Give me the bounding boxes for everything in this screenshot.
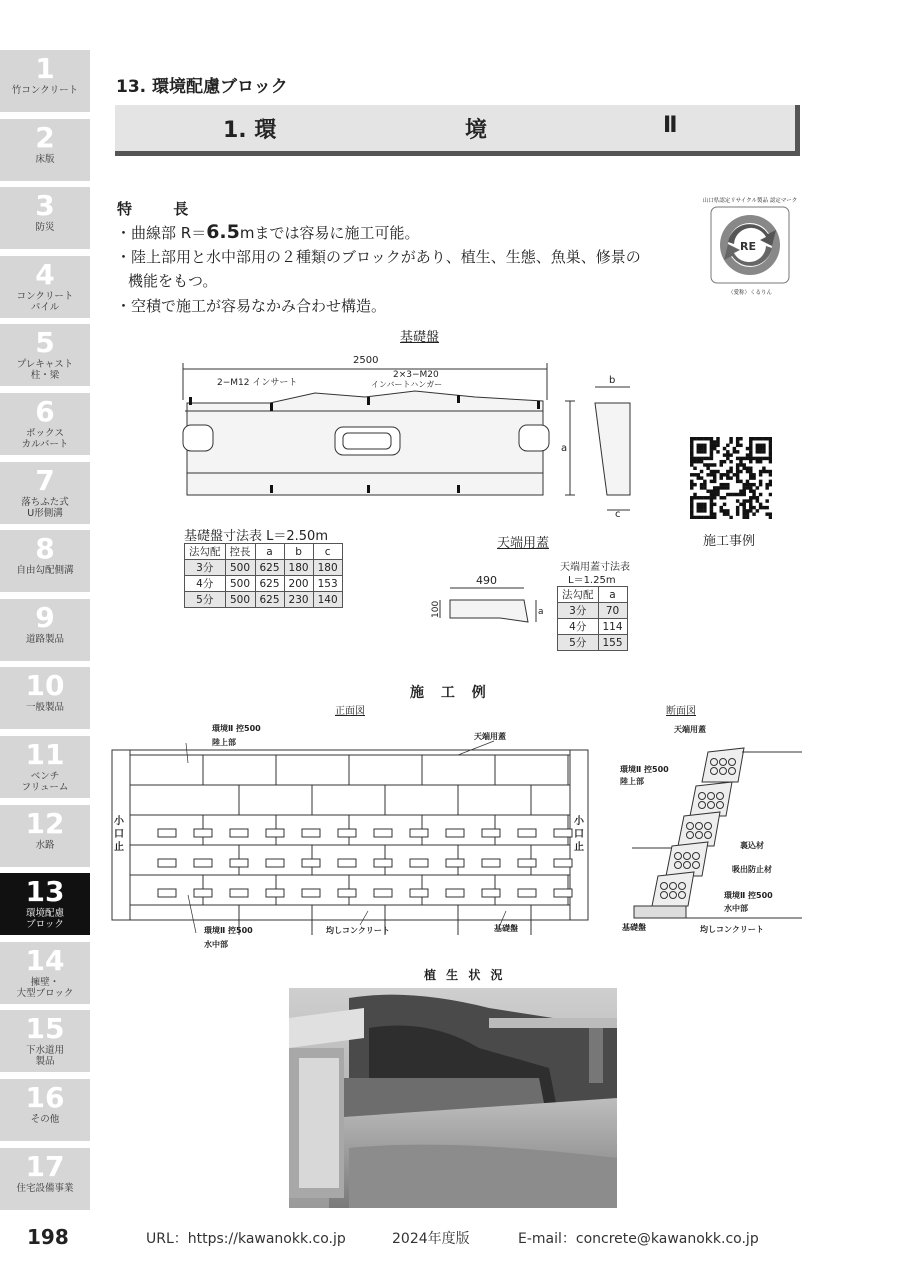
sidebar-tab-number: 9 [35, 600, 55, 634]
fish-nest-opening [518, 829, 536, 837]
fish-nest-opening [518, 859, 536, 867]
fish-nest-opening [410, 889, 428, 897]
base-dimension-table [184, 543, 343, 608]
sidebar-tab-label: ベンチ フリューム [21, 771, 69, 793]
sidebar-tab-17[interactable] [0, 1148, 90, 1210]
sidebar-tab-number: 4 [35, 257, 55, 291]
fish-nest-opening [554, 859, 572, 867]
base-table-title: 基礎盤寸法表 L＝2.50m [184, 529, 328, 544]
photo-title: 植 生 状 況 [424, 968, 506, 982]
dim-total-label: 2500 [353, 355, 379, 366]
banner-title-part2: 境 [465, 118, 488, 143]
table-cell: 140 [313, 592, 342, 608]
section-view-drawing [612, 718, 802, 948]
cover-table-title-2: L＝1.25m [568, 575, 616, 586]
sidebar-tab-3[interactable] [0, 187, 90, 249]
fish-nest-opening [446, 829, 464, 837]
fish-nest-opening [158, 829, 176, 837]
footer-email[interactable]: E-mail：concrete@kawanokk.co.jp [518, 1231, 759, 1247]
table-row [185, 560, 343, 576]
sidebar-tab-6[interactable] [0, 393, 90, 455]
table-row [185, 576, 343, 592]
recycle-mark-inner-text: RE [740, 240, 756, 253]
recycle-mark-logo [710, 206, 790, 284]
footer-url[interactable]: URL：https://kawanokk.co.jp [146, 1231, 346, 1247]
table-header-cell: c [313, 544, 342, 560]
sidebar-tab-label: 住宅設備事業 [16, 1182, 74, 1194]
section-callout-land-2: 陸上部 [620, 777, 644, 786]
sidebar-tab-number: 17 [25, 1149, 65, 1183]
sidebar-tab-number: 1 [35, 52, 55, 85]
sidebar-tab-number: 15 [25, 1012, 65, 1046]
sidebar-tab-label: 落ちふた式 U形側溝 [21, 496, 69, 519]
sidebar-tab-label: 自由勾配側溝 [16, 565, 74, 577]
fish-nest-opening [374, 829, 392, 837]
fish-nest-opening [446, 859, 464, 867]
top-cover-drawing [422, 572, 552, 632]
hanger-label-1: 2×3−M20 [393, 370, 439, 380]
fish-nest-opening [230, 859, 248, 867]
sidebar-tab-number: 8 [35, 532, 55, 566]
cover-table-title-1: 天端用蓋寸法表 [560, 562, 630, 573]
section-callout-top: 天端用蓋 [674, 725, 706, 734]
title-banner [115, 105, 800, 156]
table-header-cell: 控長 [225, 544, 255, 560]
sidebar-tab-12[interactable] [0, 805, 90, 867]
sidebar-tab-label: プレキャスト 柱・梁 [16, 359, 74, 382]
sidebar-tab-number: 7 [35, 463, 55, 497]
qr-code[interactable] [690, 437, 772, 519]
sidebar-tab-label: ボックス カルバート [21, 428, 69, 450]
footer-year: 2024年度版 [392, 1231, 470, 1247]
cover-length-label: 490 [476, 574, 497, 587]
table-cell: 200 [284, 576, 313, 592]
table-cell: 500 [225, 560, 255, 576]
section-title: 13. 環境配慮ブロック [116, 77, 288, 97]
sidebar-tab-number: 5 [35, 326, 55, 360]
fish-nest-opening [338, 859, 356, 867]
table-cell: 5分 [558, 635, 599, 651]
table-cell: 5分 [185, 592, 226, 608]
banner-title-part1: 1. 環 [223, 118, 277, 143]
base-block-drawing [175, 345, 645, 520]
section-callout-land-1: 環境Ⅱ 控500 [620, 765, 669, 774]
sidebar-tab-10[interactable] [0, 667, 90, 729]
table-row [185, 592, 343, 608]
front-callout-top-left-2: 陸上部 [212, 738, 236, 747]
sidebar-tab-8[interactable] [0, 530, 90, 592]
sidebar-tab-7[interactable] [0, 462, 90, 524]
table-cell: 500 [225, 576, 255, 592]
table-cell: 153 [313, 576, 342, 592]
sidebar-tab-label: 擁壁・ 大型ブロック [16, 976, 74, 999]
table-cell: 114 [598, 619, 627, 635]
sidebar-tab-11[interactable] [0, 736, 90, 798]
table-row [558, 635, 628, 651]
table-cell: 3分 [558, 603, 599, 619]
feature-line-4: ・空積で施工が容易なかみ合わせ構造。 [116, 297, 387, 315]
front-callout-side-left: 小 口 止 [114, 816, 124, 853]
sidebar-tab-number: 12 [25, 806, 65, 840]
table-cell: 625 [255, 560, 284, 576]
front-callout-top-right: 天端用蓋 [474, 732, 506, 741]
section-base-block [634, 906, 686, 918]
fish-nest-opening [374, 859, 392, 867]
section-callout-backfill: 裏込材 [740, 841, 764, 850]
sidebar-tab-14[interactable] [0, 942, 90, 1004]
dim-a-label: a [561, 443, 568, 454]
sidebar-tab-label: 床版 [35, 153, 55, 165]
table-cell: 4分 [558, 619, 599, 635]
feature-line-1-post: mまでは容易に施工可能。 [239, 224, 420, 242]
cover-height-label: 100 [431, 600, 441, 618]
fish-nest-opening [338, 829, 356, 837]
front-callout-bottom-left: 環境Ⅱ 控500 [204, 926, 253, 935]
table-header-cell: 法勾配 [558, 587, 599, 603]
front-callout-bottom-mid: 均しコンクリート [326, 926, 390, 935]
recycle-mark-bottom-label: （愛称）くるりん [727, 290, 772, 296]
sidebar-tab-13[interactable] [0, 873, 90, 935]
sidebar-tab-1[interactable] [0, 50, 90, 112]
fish-nest-opening [158, 859, 176, 867]
section-callout-suction: 吸出防止材 [732, 865, 772, 874]
table-cell: 155 [598, 635, 627, 651]
front-callout-bottom-left-2: 水中部 [204, 940, 228, 949]
fish-nest-opening [158, 889, 176, 897]
sidebar-tab-number: 13 [25, 875, 65, 909]
section-view-label: 断面図 [666, 706, 696, 717]
feature-line-1-pre: ・曲線部 R＝ [116, 224, 207, 242]
insert-label: 2−M12 インサート [217, 378, 298, 388]
recycle-mark-top-label: 山口県認定リサイクル製品 認定マーク [702, 198, 798, 204]
vegetation-photo [289, 988, 617, 1208]
table-header-cell: 法勾配 [185, 544, 226, 560]
fish-nest-opening [518, 889, 536, 897]
front-callout-side-right: 小 口 止 [574, 816, 584, 853]
fish-nest-opening [194, 889, 212, 897]
sidebar-tab-label: 道路製品 [25, 633, 64, 645]
table-cell: 625 [255, 592, 284, 608]
cover-a-label: a [538, 607, 544, 617]
base-block-title: 基礎盤 [400, 330, 440, 345]
fish-nest-opening [410, 829, 428, 837]
sidebar-tab-number: 10 [25, 669, 65, 703]
sidebar-tab-label: その他 [30, 1114, 60, 1125]
sidebar-tab-number: 3 [35, 189, 55, 223]
fish-nest-opening [554, 829, 572, 837]
sidebar-tab-label: 下水道用 製品 [25, 1045, 64, 1068]
table-cell: 70 [598, 603, 627, 619]
fish-nest-opening [266, 859, 284, 867]
sidebar-tab-number: 6 [35, 395, 55, 428]
feature-line-3: 機能をもつ。 [128, 272, 218, 290]
fish-nest-opening [302, 829, 320, 837]
feature-line-2: ・陸上部用と水中部用の２種類のブロックがあり、植生、生態、魚巣、修景の [116, 248, 641, 266]
fish-nest-opening [266, 889, 284, 897]
table-row [558, 603, 628, 619]
table-cell: 180 [313, 560, 342, 576]
sidebar-tab-number: 16 [25, 1081, 65, 1114]
hanger-label-2: インバートハンガー [371, 380, 443, 389]
fish-nest-opening [482, 829, 500, 837]
recycle-mark [700, 196, 800, 296]
section-callout-water-1: 環境Ⅱ 控500 [724, 891, 773, 900]
table-header-cell: a [598, 587, 627, 603]
sidebar-tab-4[interactable] [0, 256, 90, 318]
sidebar-tab-label: 水路 [35, 839, 55, 851]
fish-nest-opening [338, 889, 356, 897]
table-cell: 500 [225, 592, 255, 608]
section-callout-water-2: 水中部 [724, 904, 748, 913]
sidebar-tab-number: 14 [25, 943, 65, 977]
fish-nest-opening [194, 859, 212, 867]
fish-nest-opening [482, 859, 500, 867]
fish-nest-opening [266, 829, 284, 837]
sidebar-tab-9[interactable] [0, 599, 90, 661]
features-heading: 特 長 [117, 200, 207, 218]
sidebar-tab-label: 一般製品 [25, 702, 64, 714]
table-header-cell: a [255, 544, 284, 560]
table-cell: 230 [284, 592, 313, 608]
fish-nest-opening [302, 859, 320, 867]
sidebar-tab-label: 竹コンクリート [11, 85, 79, 96]
front-view-drawing [108, 715, 598, 955]
sidebar-tab-label: 環境配慮 ブロック [25, 908, 64, 931]
table-row [558, 619, 628, 635]
section-callout-base: 基礎盤 [622, 923, 646, 932]
front-view-label: 正面図 [335, 706, 365, 717]
qr-caption: 施工事例 [703, 534, 756, 549]
feature-line-1 [116, 220, 420, 245]
section-callout-levelling: 均しコンクリート [700, 925, 764, 934]
sidebar-tab-5[interactable] [0, 324, 90, 386]
sidebar-tab-15[interactable] [0, 1010, 90, 1072]
table-cell: 180 [284, 560, 313, 576]
sidebar-tab-16[interactable] [0, 1079, 90, 1141]
fish-nest-opening [374, 889, 392, 897]
table-cell: 4分 [185, 576, 226, 592]
fish-nest-opening [302, 889, 320, 897]
fish-nest-opening [410, 859, 428, 867]
table-cell: 3分 [185, 560, 226, 576]
front-callout-bottom-right: 基礎盤 [494, 924, 518, 933]
dim-c-label: c [615, 509, 621, 520]
cover-dimension-table [557, 586, 628, 651]
sidebar-tab-label: 防災 [35, 222, 55, 234]
fish-nest-opening [194, 829, 212, 837]
construction-title: 施 工 例 [410, 685, 492, 701]
top-cover-title: 天端用蓋 [497, 536, 550, 551]
front-callout-top-left: 環境Ⅱ 控500 [212, 724, 261, 733]
fish-nest-opening [482, 889, 500, 897]
fish-nest-opening [230, 829, 248, 837]
table-header-cell: b [284, 544, 313, 560]
banner-title-part3: Ⅱ [663, 113, 678, 138]
sidebar-tab-label: コンクリート パイル [16, 290, 74, 313]
fish-nest-opening [446, 889, 464, 897]
table-cell: 625 [255, 576, 284, 592]
sidebar-tab-number: 2 [35, 120, 55, 154]
fish-nest-opening [554, 889, 572, 897]
feature-line-1-value: 6.5 [206, 221, 240, 243]
sidebar-tab-2[interactable] [0, 119, 90, 181]
sidebar-tab-number: 11 [25, 738, 65, 771]
fish-nest-opening [230, 889, 248, 897]
page-number: 198 [27, 1225, 69, 1249]
dim-b-label: b [609, 375, 616, 386]
